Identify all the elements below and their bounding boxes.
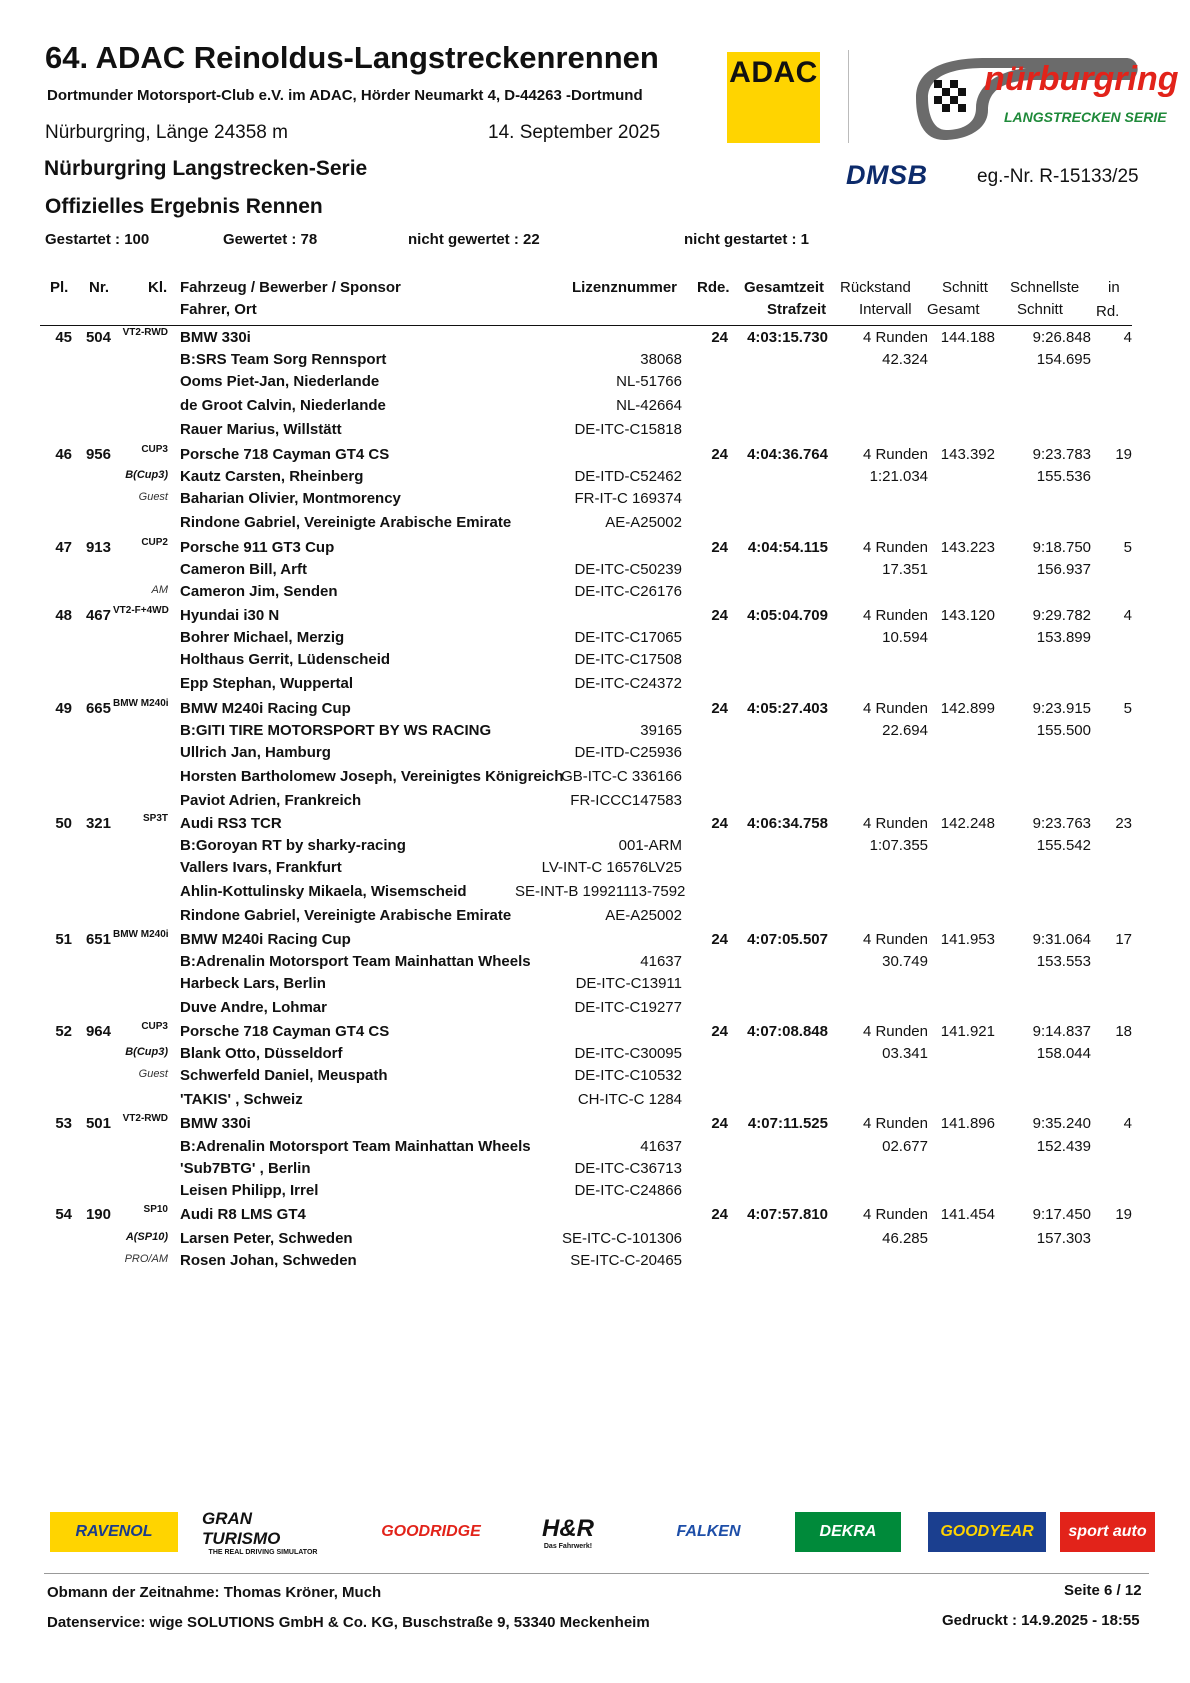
fastest-lap: 155.500 (1036, 722, 1091, 739)
gap: 4 Runden (862, 815, 928, 832)
license-number: LV-INT-C 16576LV25 (541, 859, 682, 876)
license-number: FR-ICCC147583 (570, 792, 682, 809)
license-number: DE-ITD-C52462 (574, 468, 682, 485)
table-row (0, 950, 1190, 972)
license-number: GB-ITC-C 336166 (561, 768, 682, 785)
table-row (0, 1157, 1190, 1179)
license-number: SE-ITC-C-20465 (570, 1252, 682, 1269)
fastest-in-lap: 19 (1115, 1206, 1132, 1223)
table-row (0, 1064, 1190, 1086)
license-number: DE-ITC-C13911 (575, 975, 682, 992)
entry-name: 'Sub7BTG' , Berlin (180, 1160, 311, 1177)
entry-name: Kautz Carsten, Rheinberg (180, 468, 364, 485)
fastest-lap: 153.899 (1036, 629, 1091, 646)
entry-name: Cameron Bill, Arft (180, 561, 307, 578)
fastest-lap: 9:14.837 (1032, 1023, 1091, 1040)
entry-name: Bohrer Michael, Merzig (180, 629, 345, 646)
average-speed: 141.454 (940, 1206, 995, 1223)
stat-not-classified: nicht gewertet : 22 (408, 231, 540, 248)
entry-name: Porsche 911 GT3 Cup (180, 539, 335, 556)
fastest-lap: 157.303 (1036, 1230, 1091, 1247)
average-speed: 143.120 (940, 607, 995, 624)
stat-started: Gestartet : 100 (45, 231, 150, 248)
entry-name: Baharian Olivier, Montmorency (180, 490, 401, 507)
position: 54 (55, 1206, 72, 1223)
class: CUP2 (141, 537, 168, 548)
fastest-lap: 155.536 (1036, 468, 1091, 485)
logo-divider (848, 50, 849, 143)
average-speed: 141.953 (940, 931, 995, 948)
license-number: DE-ITC-C24866 (574, 1182, 682, 1199)
gap: 46.285 (882, 1230, 928, 1247)
total-time: 4:07:11.525 (747, 1115, 828, 1132)
car-number: 321 (85, 815, 111, 832)
entry-name: Rindone Gabriel, Vereinigte Arabische Emirate (180, 514, 512, 531)
col-laps: Rde. (697, 279, 730, 296)
printed-date: Gedruckt : 14.9.2025 - 18:55 (942, 1612, 1140, 1629)
entry-name: BMW M240i Racing Cup (180, 700, 351, 717)
class: B(Cup3) (125, 469, 168, 481)
license-number: DE-ITC-C36713 (574, 1160, 682, 1177)
sponsor-logo-falken: FALKEN (646, 1512, 771, 1552)
col-driver: Fahrer, Ort (180, 301, 257, 318)
table-row (0, 741, 1190, 763)
gap: 17.351 (882, 561, 928, 578)
license-number: CH-ITC-C 1284 (577, 1091, 682, 1108)
series-name: Nürburgring Langstrecken-Serie (44, 157, 368, 180)
entry-name: Duve Andre, Lohmar (180, 999, 327, 1016)
total-time: 4:05:27.403 (747, 700, 828, 717)
class: A(SP10) (125, 1231, 168, 1243)
col-kl: Kl. (148, 279, 168, 296)
laps: 24 (711, 539, 728, 556)
gap: 42.324 (882, 351, 928, 368)
table-row (0, 1227, 1190, 1249)
entry-name: B:GITI TIRE MOTORSPORT BY WS RACING (180, 722, 492, 739)
average-speed: 142.899 (940, 700, 995, 717)
event-date: 14. September 2025 (488, 122, 661, 143)
license-number: DE-ITC-C50239 (574, 561, 682, 578)
fastest-in-lap: 19 (1115, 446, 1132, 463)
entry-name: Ahlin-Kottulinsky Mikaela, Wisemscheid (180, 883, 467, 900)
table-row (0, 348, 1190, 370)
fastest-lap: 9:23.915 (1032, 700, 1091, 717)
car-number: 190 (85, 1206, 111, 1223)
average-speed: 143.392 (940, 446, 995, 463)
class: BMW M240i (113, 698, 169, 709)
laps: 24 (711, 607, 728, 624)
table-row (0, 418, 1190, 440)
col-interval: Intervall (859, 301, 912, 318)
fastest-lap: 9:29.782 (1032, 607, 1091, 624)
col-total: Gesamtzeit (744, 279, 825, 296)
table-row (0, 604, 1190, 626)
class: AM (151, 584, 168, 596)
col-nr: Nr. (89, 279, 110, 296)
laps: 24 (711, 815, 728, 832)
entry-name: de Groot Calvin, Niederlande (180, 397, 386, 414)
class: Guest (138, 1068, 168, 1080)
class: VT2-F+4WD (113, 605, 169, 616)
license-number: NL-42664 (616, 397, 682, 414)
car-number: 964 (85, 1023, 111, 1040)
table-row (0, 996, 1190, 1018)
col-penalty: Strafzeit (767, 301, 827, 318)
fastest-lap: 9:23.763 (1032, 815, 1091, 832)
sponsor-logo-dekra: DEKRA (795, 1512, 901, 1552)
table-row (0, 834, 1190, 856)
table-row (0, 394, 1190, 416)
table-row (0, 1179, 1190, 1201)
gap: 02.677 (882, 1138, 928, 1155)
table-row (0, 697, 1190, 719)
event-title: 64. ADAC Reinoldus-Langstreckenrennen (45, 40, 659, 75)
col-fastest-avg: Schnitt (1017, 301, 1063, 318)
table-row (0, 812, 1190, 834)
license-number: DE-ITC-C19277 (574, 999, 682, 1016)
sponsor-logo-ravenol: RAVENOL (50, 1512, 178, 1552)
entry-name: Ullrich Jan, Hamburg (180, 744, 331, 761)
entry-name: Leisen Philipp, Irrel (180, 1182, 319, 1199)
sponsor-bar (50, 1508, 1165, 1556)
class: CUP3 (141, 444, 168, 455)
entry-name: B:SRS Team Sorg Rennsport (180, 351, 387, 368)
entry-name: Vallers Ivars, Frankfurt (180, 859, 342, 876)
adac-logo: ADAC (727, 52, 820, 143)
table-row (0, 558, 1190, 580)
table-row (0, 928, 1190, 950)
table-row (0, 326, 1190, 348)
car-number: 501 (85, 1115, 111, 1132)
license-number: DE-ITC-C30095 (574, 1045, 682, 1062)
license-number: SE-ITC-C-101306 (561, 1230, 682, 1247)
license-number: DE-ITC-C17508 (574, 651, 682, 668)
average-speed: 142.248 (940, 815, 995, 832)
gap: 03.341 (882, 1045, 928, 1062)
table-row (0, 1112, 1190, 1134)
laps: 24 (711, 1206, 728, 1223)
license-number: DE-ITD-C25936 (574, 744, 682, 761)
gap: 4 Runden (862, 539, 928, 556)
fastest-in-lap: 4 (1123, 329, 1132, 346)
table-row (0, 465, 1190, 487)
entry-name: Ooms Piet-Jan, Niederlande (180, 373, 380, 390)
col-license: Lizenznummer (572, 279, 678, 296)
position: 52 (55, 1023, 72, 1040)
table-row (0, 648, 1190, 670)
fastest-in-lap: 18 (1115, 1023, 1132, 1040)
license-number: FR-IT-C 169374 (574, 490, 682, 507)
sponsor-logo-goodridge: GOODRIDGE (356, 1512, 506, 1552)
gap: 4 Runden (862, 329, 928, 346)
table-row (0, 719, 1190, 741)
gap: 4 Runden (862, 607, 928, 624)
registration-number: eg.-Nr. R-15133/25 (977, 166, 1139, 187)
fastest-in-lap: 5 (1123, 700, 1132, 717)
fastest-lap: 9:17.450 (1032, 1206, 1091, 1223)
license-number: 41637 (640, 953, 682, 970)
entry-name: Porsche 718 Cayman GT4 CS (180, 446, 390, 463)
fastest-lap: 152.439 (1036, 1138, 1091, 1155)
license-number: DE-ITC-C15818 (574, 421, 682, 438)
class: BMW M240i (113, 929, 169, 940)
stat-not-started: nicht gestartet : 1 (684, 231, 810, 248)
entry-name: Rindone Gabriel, Vereinigte Arabische Emirate (180, 907, 512, 924)
dmsb-logo: DMSB (846, 160, 928, 190)
entry-name: Paviot Adrien, Frankreich (180, 792, 362, 809)
table-row (0, 1249, 1190, 1271)
fastest-in-lap: 23 (1115, 815, 1132, 832)
total-time: 4:07:05.507 (747, 931, 828, 948)
class: PRO/AM (124, 1253, 168, 1265)
entry-name: Holthaus Gerrit, Lüdenscheid (180, 651, 391, 668)
position: 46 (55, 446, 72, 463)
class: SP10 (143, 1204, 168, 1215)
svg-text:LANGSTRECKEN SERIE: LANGSTRECKEN SERIE (1004, 109, 1167, 125)
table-row (0, 511, 1190, 533)
laps: 24 (711, 329, 728, 346)
gap: 4 Runden (862, 1206, 928, 1223)
class: VT2-RWD (122, 327, 168, 338)
average-speed: 143.223 (940, 539, 995, 556)
total-time: 4:07:57.810 (747, 1206, 828, 1223)
table-row (0, 1020, 1190, 1042)
license-number: AE-A25002 (605, 907, 682, 924)
table-row (0, 443, 1190, 465)
class: CUP3 (141, 1021, 168, 1032)
entry-name: Rauer Marius, Willstätt (180, 421, 342, 438)
col-in-lap: Rd. (1096, 303, 1120, 320)
gap: 30.749 (882, 953, 928, 970)
fastest-lap: 9:31.064 (1032, 931, 1091, 948)
table-row (0, 972, 1190, 994)
class: VT2-RWD (122, 1113, 168, 1124)
class: Guest (138, 491, 168, 503)
col-fastest: Schnellste (1010, 279, 1080, 296)
entry-name: 'TAKIS' , Schweiz (180, 1091, 303, 1108)
table-row (0, 580, 1190, 602)
fastest-lap: 153.553 (1036, 953, 1091, 970)
entry-name: Rosen Johan, Schweden (180, 1252, 357, 1269)
table-row (0, 626, 1190, 648)
table-row (0, 856, 1190, 878)
total-time: 4:03:15.730 (747, 329, 828, 346)
laps: 24 (711, 1023, 728, 1040)
table-row (0, 370, 1190, 392)
fastest-lap: 158.044 (1036, 1045, 1091, 1062)
average-speed: 141.896 (940, 1115, 995, 1132)
laps: 24 (711, 446, 728, 463)
col-vehicle: Fahrzeug / Bewerber / Sponsor (180, 279, 401, 296)
license-number: DE-ITC-C10532 (574, 1067, 682, 1084)
nurburgring-logo (876, 50, 1179, 145)
car-number: 504 (85, 329, 111, 346)
entry-name: Cameron Jim, Senden (180, 583, 338, 600)
license-number: 41637 (640, 1138, 682, 1155)
fastest-lap: 156.937 (1036, 561, 1091, 578)
fastest-in-lap: 4 (1123, 607, 1132, 624)
entry-name: Epp Stephan, Wuppertal (180, 675, 354, 692)
table-row (0, 1203, 1190, 1225)
col-in: in (1108, 279, 1120, 296)
entry-name: Schwerfeld Daniel, Meuspath (180, 1067, 388, 1084)
table-row (0, 1042, 1190, 1064)
license-number: AE-A25002 (605, 514, 682, 531)
position: 48 (55, 607, 72, 624)
entry-name: Horsten Bartholomew Joseph, Vereinigtes Königreich (180, 768, 564, 785)
table-row (0, 880, 1190, 902)
total-time: 4:04:54.115 (747, 539, 828, 556)
entry-name: Blank Otto, Düsseldorf (180, 1045, 343, 1062)
table-row (0, 536, 1190, 558)
position: 51 (55, 931, 72, 948)
laps: 24 (711, 1115, 728, 1132)
table-row (0, 672, 1190, 694)
fastest-in-lap: 17 (1115, 931, 1132, 948)
entry-name: B:Adrenalin Motorsport Team Mainhattan Wheels (180, 953, 531, 970)
class: SP3T (142, 813, 168, 824)
laps: 24 (711, 700, 728, 717)
fastest-lap: 9:35.240 (1032, 1115, 1091, 1132)
table-row (0, 765, 1190, 787)
entry-name: BMW 330i (180, 1115, 251, 1132)
average-speed: 141.921 (940, 1023, 995, 1040)
col-avg: Schnitt (942, 279, 988, 296)
sponsor-logo-gran-turismo: GRAN TURISMO THE REAL DRIVING SIMULATOR (202, 1512, 324, 1552)
entry-name: Porsche 718 Cayman GT4 CS (180, 1023, 390, 1040)
class: B(Cup3) (125, 1046, 168, 1058)
sponsor-logo-h-r: H&R Das Fahrwerk! (522, 1512, 614, 1552)
entry-name: B:Adrenalin Motorsport Team Mainhattan Wheels (180, 1138, 531, 1155)
result-title: Offizielles Ergebnis Rennen (45, 195, 323, 218)
table-row (0, 904, 1190, 926)
gap: 4 Runden (862, 931, 928, 948)
position: 47 (55, 539, 72, 556)
fastest-lap: 155.542 (1036, 837, 1091, 854)
license-number: SE-INT-B 19921113-7592 (515, 883, 686, 900)
gap: 10.594 (882, 629, 928, 646)
position: 50 (55, 815, 72, 832)
fastest-lap: 154.695 (1036, 351, 1091, 368)
total-time: 4:04:36.764 (747, 446, 828, 463)
entry-name: Audi R8 LMS GT4 (180, 1206, 306, 1223)
license-number: 001-ARM (618, 837, 682, 854)
entry-name: Harbeck Lars, Berlin (180, 975, 326, 992)
total-time: 4:06:34.758 (747, 815, 828, 832)
fastest-lap: 9:18.750 (1032, 539, 1091, 556)
license-number: DE-ITC-C26176 (574, 583, 682, 600)
table-row (0, 487, 1190, 509)
gap: 1:07.355 (869, 837, 928, 854)
footer-rule (44, 1573, 1149, 1574)
data-service: Datenservice: wige SOLUTIONS GmbH & Co. KG, Buschstraße 9, 53340 Meckenheim (47, 1614, 650, 1631)
stat-classified: Gewertet : 78 (223, 231, 318, 248)
timekeeper: Obmann der Zeitnahme: Thomas Kröner, Much (47, 1584, 382, 1601)
fastest-lap: 9:26.848 (1032, 329, 1091, 346)
license-number: DE-ITC-C24372 (574, 675, 682, 692)
gap: 22.694 (882, 722, 928, 739)
col-gap: Rückstand (840, 279, 911, 296)
license-number: NL-51766 (616, 373, 682, 390)
total-time: 4:07:08.848 (747, 1023, 828, 1040)
venue: Nürburgring, Länge 24358 m (45, 122, 288, 143)
car-number: 651 (85, 931, 111, 948)
fastest-in-lap: 5 (1123, 539, 1132, 556)
col-avg-total: Gesamt (927, 301, 980, 318)
car-number: 956 (85, 446, 111, 463)
entry-name: BMW M240i Racing Cup (180, 931, 351, 948)
page-number: Seite 6 / 12 (1064, 1582, 1142, 1599)
position: 45 (55, 329, 72, 346)
svg-text:nürburgring: nürburgring (984, 60, 1179, 98)
sponsor-logo-sport-auto: sport auto (1060, 1512, 1155, 1552)
entry-name: Larsen Peter, Schweden (180, 1230, 353, 1247)
gap: 4 Runden (862, 446, 928, 463)
total-time: 4:05:04.709 (747, 607, 828, 624)
license-number: 39165 (640, 722, 682, 739)
car-number: 467 (85, 607, 111, 624)
col-pl: Pl. (50, 279, 69, 296)
entry-name: Hyundai i30 N (180, 607, 280, 624)
entry-name: B:Goroyan RT by sharky-racing (180, 837, 406, 854)
car-number: 665 (85, 700, 111, 717)
laps: 24 (711, 931, 728, 948)
entry-name: Audi RS3 TCR (180, 815, 282, 832)
entry-name: BMW 330i (180, 329, 251, 346)
table-row (0, 789, 1190, 811)
gap: 4 Runden (862, 1115, 928, 1132)
position: 53 (55, 1115, 72, 1132)
fastest-lap: 9:23.783 (1032, 446, 1091, 463)
position: 49 (55, 700, 72, 717)
sponsor-logo-goodyear: GOODYEAR (928, 1512, 1046, 1552)
organizer-address: Dortmunder Motorsport-Club e.V. im ADAC, Hörder Neumarkt 4, D-44263 -Dortmund (47, 87, 643, 104)
gap: 1:21.034 (869, 468, 928, 485)
license-number: 38068 (640, 351, 682, 368)
gap: 4 Runden (862, 700, 928, 717)
gap: 4 Runden (862, 1023, 928, 1040)
average-speed: 144.188 (940, 329, 995, 346)
table-row (0, 1135, 1190, 1157)
car-number: 913 (85, 539, 111, 556)
license-number: DE-ITC-C17065 (574, 629, 682, 646)
fastest-in-lap: 4 (1123, 1115, 1132, 1132)
table-row (0, 1088, 1190, 1110)
